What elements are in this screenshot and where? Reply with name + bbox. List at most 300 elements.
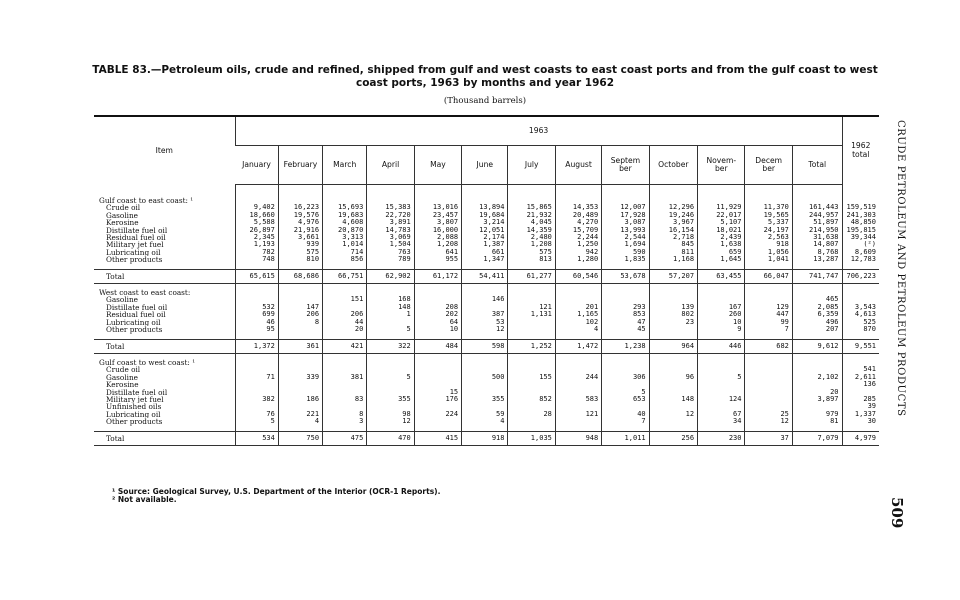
cell-value xyxy=(367,381,414,388)
cell-value: 44 xyxy=(323,319,367,326)
cell-value: 23 xyxy=(649,319,697,326)
cell-value: 3,967 xyxy=(649,219,697,226)
cell-value xyxy=(462,359,508,366)
cell-value: 750 xyxy=(278,431,322,445)
cell-value: 18,021 xyxy=(698,227,745,234)
cell-value: 714 xyxy=(323,249,367,256)
cell-value: 19,246 xyxy=(649,212,697,219)
cell-value xyxy=(278,381,322,388)
cell-value: 12,296 xyxy=(649,204,697,211)
cell-value: 1,208 xyxy=(414,241,461,248)
cell-value xyxy=(698,403,745,410)
cell-value: 8 xyxy=(323,411,367,418)
cell-value xyxy=(555,359,601,366)
cell-value: 176 xyxy=(414,396,461,403)
cell-value xyxy=(235,185,278,198)
cell-value xyxy=(508,319,555,326)
cell-value: 382 xyxy=(235,396,278,403)
cell-value: 28 xyxy=(508,411,555,418)
item-header: Item xyxy=(155,145,173,155)
cell-value xyxy=(555,197,601,204)
cell-value xyxy=(367,319,414,326)
cell-value: 53 xyxy=(462,319,508,326)
cell-value: 2,480 xyxy=(508,234,555,241)
cell-value: 496 xyxy=(792,319,842,326)
row-label: Residual fuel oil xyxy=(106,234,166,242)
spacer-row xyxy=(94,185,879,198)
cell-value: 387 xyxy=(462,311,508,318)
cell-value xyxy=(414,197,461,204)
cell-value xyxy=(745,389,792,396)
cell-value: 129 xyxy=(745,304,792,311)
month-header: February xyxy=(278,146,322,185)
row-label: Other products xyxy=(106,326,163,334)
row-label: Total xyxy=(94,339,235,353)
cell-value: 146 xyxy=(462,296,508,303)
cell-value xyxy=(323,197,367,204)
month-header: July xyxy=(508,146,555,185)
cell-value xyxy=(649,326,697,333)
cell-value: 1,645 xyxy=(698,256,745,263)
cell-value: 1,347 xyxy=(462,256,508,263)
row-label: Distillate fuel oil xyxy=(106,303,168,312)
cell-value: 4,270 xyxy=(555,219,601,226)
cell-value: 1 xyxy=(367,311,414,318)
cell-value: 221 xyxy=(278,411,322,418)
cell-value xyxy=(792,366,842,373)
cell-value: 121 xyxy=(555,411,601,418)
cell-value: 14,353 xyxy=(555,204,601,211)
cell-value xyxy=(278,403,322,410)
row-label: Distillate fuel oil xyxy=(106,226,168,235)
cell-value: 870 xyxy=(842,326,879,333)
cell-value xyxy=(323,185,367,198)
cell-value: 206 xyxy=(278,311,322,318)
cell-value: 789 xyxy=(367,256,414,263)
cell-value: 1,694 xyxy=(602,241,649,248)
month-header: January xyxy=(235,146,278,185)
cell-value xyxy=(235,296,278,303)
section-heading-row xyxy=(94,359,879,366)
month-header: Novem- ber xyxy=(698,146,745,185)
cell-value: 66,751 xyxy=(323,269,367,283)
cell-value: 12 xyxy=(367,418,414,425)
table-row xyxy=(94,204,879,211)
cell-value xyxy=(414,289,461,296)
cell-value: 64 xyxy=(414,319,461,326)
cell-value: 852 xyxy=(508,396,555,403)
cell-value: 446 xyxy=(698,339,745,353)
cell-value: 12,783 xyxy=(842,256,879,263)
cell-value: 19,576 xyxy=(278,212,322,219)
cell-value: 15,709 xyxy=(555,227,601,234)
cell-value: 61,277 xyxy=(508,269,555,283)
month-header: April xyxy=(367,146,414,185)
cell-value: 83 xyxy=(323,396,367,403)
cell-value xyxy=(698,366,745,373)
cell-value: 14,783 xyxy=(367,227,414,234)
cell-value: 8,609 xyxy=(842,249,879,256)
cell-value: 575 xyxy=(508,249,555,256)
cell-value: 19,684 xyxy=(462,212,508,219)
row-label: Kerosine xyxy=(106,381,139,389)
table-row xyxy=(94,249,879,256)
cell-value xyxy=(792,289,842,296)
cell-value: 161,443 xyxy=(792,204,842,211)
cell-value: 3,661 xyxy=(278,234,322,241)
cell-value: 19,683 xyxy=(323,212,367,219)
cell-value xyxy=(323,359,367,366)
table-row xyxy=(94,403,879,410)
cell-value: 39,344 xyxy=(842,234,879,241)
row-label: Distillate fuel oil xyxy=(106,388,168,396)
total-row xyxy=(94,339,879,353)
cell-value: 447 xyxy=(745,311,792,318)
cell-value: 23,457 xyxy=(414,212,461,219)
cell-value: 96 xyxy=(649,374,697,381)
cell-value: 12 xyxy=(745,418,792,425)
cell-value xyxy=(508,185,555,198)
cell-value: 14,359 xyxy=(508,227,555,234)
total-row xyxy=(94,431,879,445)
cell-value: 40 xyxy=(602,411,649,418)
cell-value: 21,916 xyxy=(278,227,322,234)
cell-value: 155 xyxy=(508,374,555,381)
row-label: Military jet fuel xyxy=(106,241,164,249)
cell-value xyxy=(792,403,842,410)
table-row xyxy=(94,241,879,248)
month-header: August xyxy=(555,146,601,185)
table-row xyxy=(94,366,879,373)
cell-value xyxy=(745,396,792,403)
row-label: Gulf coast to east coast: ¹ xyxy=(99,197,194,205)
cell-value xyxy=(649,389,697,396)
cell-value: 124 xyxy=(698,396,745,403)
cell-value: 659 xyxy=(698,249,745,256)
cell-value xyxy=(278,389,322,396)
cell-value: 856 xyxy=(323,256,367,263)
cell-value: 322 xyxy=(367,339,414,353)
row-label: Total xyxy=(94,269,235,283)
cell-value: 62,902 xyxy=(367,269,414,283)
cell-value: 1,372 xyxy=(235,339,278,353)
month-header: Septem ber xyxy=(602,146,649,185)
cell-value xyxy=(602,381,649,388)
cell-value xyxy=(792,197,842,204)
cell-value: 39 xyxy=(842,403,879,410)
cell-value xyxy=(323,304,367,311)
cell-value xyxy=(323,381,367,388)
cell-value: 1,835 xyxy=(602,256,649,263)
cell-value: 8,768 xyxy=(792,249,842,256)
cell-value: 575 xyxy=(278,249,322,256)
table-row xyxy=(94,311,879,318)
cell-value: 541 xyxy=(842,366,879,373)
row-label: Other products xyxy=(106,418,163,426)
cell-value: 67 xyxy=(698,411,745,418)
cell-value xyxy=(745,289,792,296)
cell-value: 34 xyxy=(698,418,745,425)
cell-value: 9,551 xyxy=(842,339,879,353)
cell-value: 139 xyxy=(649,304,697,311)
cell-value xyxy=(792,381,842,388)
cell-value: 598 xyxy=(462,339,508,353)
cell-value xyxy=(367,403,414,410)
table-row xyxy=(94,326,879,333)
section-heading-row xyxy=(94,197,879,204)
cell-value: 244,957 xyxy=(792,212,842,219)
cell-value: 4,979 xyxy=(842,431,879,445)
row-label: Residual fuel oil xyxy=(106,311,166,319)
cell-value: 19,565 xyxy=(745,212,792,219)
cell-value: 65,615 xyxy=(235,269,278,283)
cell-value: 12 xyxy=(649,411,697,418)
cell-value: 361 xyxy=(278,339,322,353)
cell-value: 1,504 xyxy=(367,241,414,248)
cell-value xyxy=(602,359,649,366)
cell-value: 47 xyxy=(602,319,649,326)
cell-value: 484 xyxy=(414,339,461,353)
cell-value: 4 xyxy=(278,418,322,425)
cell-value: 159,519 xyxy=(842,204,879,211)
row-label: Lubricating oil xyxy=(106,410,161,419)
cell-value xyxy=(698,359,745,366)
cell-value: 1,035 xyxy=(508,431,555,445)
cell-value: 3,891 xyxy=(367,219,414,226)
cell-value xyxy=(698,185,745,198)
cell-value xyxy=(508,418,555,425)
cell-value: 641 xyxy=(414,249,461,256)
cell-value xyxy=(649,296,697,303)
cell-value: 7 xyxy=(745,326,792,333)
cell-value: 2,102 xyxy=(792,374,842,381)
row-label: Lubricating oil xyxy=(106,318,161,327)
cell-value: 26,897 xyxy=(235,227,278,234)
cell-value: 1,208 xyxy=(508,241,555,248)
year-header: 1963 xyxy=(235,116,842,146)
cell-value xyxy=(235,389,278,396)
cell-value: 136 xyxy=(842,381,879,388)
cell-value: 51,897 xyxy=(792,219,842,226)
cell-value: 224 xyxy=(414,411,461,418)
cell-value: 293 xyxy=(602,304,649,311)
month-header: October xyxy=(649,146,697,185)
cell-value: 421 xyxy=(323,339,367,353)
cell-value: 534 xyxy=(235,431,278,445)
cell-value: 590 xyxy=(602,249,649,256)
cell-value: 1,337 xyxy=(842,411,879,418)
cell-value: 63,455 xyxy=(698,269,745,283)
row-label: Kerosine xyxy=(106,219,139,227)
cell-value xyxy=(745,381,792,388)
cell-value: 5 xyxy=(602,389,649,396)
data-table xyxy=(94,115,879,446)
cell-value: 9,402 xyxy=(235,204,278,211)
cell-value: 10 xyxy=(414,326,461,333)
cell-value xyxy=(235,197,278,204)
cell-value: 241,303 xyxy=(842,212,879,219)
page-number: 509 xyxy=(888,497,906,529)
cell-value: 939 xyxy=(278,241,322,248)
cell-value xyxy=(278,185,322,198)
cell-value: 699 xyxy=(235,311,278,318)
cell-value: 845 xyxy=(649,241,697,248)
cell-value: 20 xyxy=(323,326,367,333)
cell-value xyxy=(235,359,278,366)
row-label: Other products xyxy=(106,256,163,264)
cell-value: 13,016 xyxy=(414,204,461,211)
cell-value: 37 xyxy=(745,431,792,445)
cell-value xyxy=(235,366,278,373)
cell-value xyxy=(508,296,555,303)
cell-value: 2,544 xyxy=(602,234,649,241)
cell-value: 3,087 xyxy=(602,219,649,226)
cell-value: 285 xyxy=(842,396,879,403)
cell-value xyxy=(462,389,508,396)
cell-value: 2,345 xyxy=(235,234,278,241)
cell-value: 230 xyxy=(698,431,745,445)
cell-value xyxy=(555,296,601,303)
cell-value: 16,223 xyxy=(278,204,322,211)
cell-value: 30 xyxy=(842,418,879,425)
cell-value: 11,929 xyxy=(698,204,745,211)
cell-value xyxy=(235,403,278,410)
cell-value: 5,107 xyxy=(698,219,745,226)
month-header: June xyxy=(462,146,508,185)
row-label: Gasoline xyxy=(106,296,139,304)
cell-value: 68,686 xyxy=(278,269,322,283)
cell-value: 1,011 xyxy=(602,431,649,445)
cell-value: 979 xyxy=(792,411,842,418)
cell-value: 9,612 xyxy=(792,339,842,353)
cell-value: 20,870 xyxy=(323,227,367,234)
cell-value: 4 xyxy=(555,326,601,333)
cell-value: 13,287 xyxy=(792,256,842,263)
cell-value: 3,897 xyxy=(792,396,842,403)
cell-value: (²) xyxy=(842,241,879,248)
cell-value xyxy=(508,381,555,388)
cell-value: 71 xyxy=(235,374,278,381)
cell-value: 1,472 xyxy=(555,339,601,353)
table-row xyxy=(94,296,879,303)
cell-value xyxy=(649,185,697,198)
cell-value: 583 xyxy=(555,396,601,403)
cell-value: 1,638 xyxy=(698,241,745,248)
cell-value: 22,720 xyxy=(367,212,414,219)
row-label xyxy=(94,185,235,198)
cell-value: 186 xyxy=(278,396,322,403)
cell-value xyxy=(745,197,792,204)
row-label: Lubricating oil xyxy=(106,248,161,257)
cell-value: 1,250 xyxy=(555,241,601,248)
cell-value: 95 xyxy=(235,326,278,333)
table-row xyxy=(94,411,879,418)
cell-value xyxy=(414,359,461,366)
cell-value: 195,815 xyxy=(842,227,879,234)
cell-value xyxy=(649,418,697,425)
cell-value xyxy=(842,296,879,303)
cell-value: 3,543 xyxy=(842,304,879,311)
cell-value: 1,165 xyxy=(555,311,601,318)
cell-value: 5,337 xyxy=(745,219,792,226)
cell-value: 5,588 xyxy=(235,219,278,226)
cell-value: 763 xyxy=(367,249,414,256)
cell-value xyxy=(323,366,367,373)
cell-value: 802 xyxy=(649,311,697,318)
cell-value: 45 xyxy=(602,326,649,333)
cell-value: 2,088 xyxy=(414,234,461,241)
row-label: Gasoline xyxy=(106,211,139,220)
table-row xyxy=(94,212,879,219)
cell-value xyxy=(745,296,792,303)
table-row xyxy=(94,374,879,381)
cell-value: 57,207 xyxy=(649,269,697,283)
cell-value xyxy=(555,403,601,410)
cell-value: 4,608 xyxy=(323,219,367,226)
cell-value xyxy=(462,381,508,388)
cell-value: 706,223 xyxy=(842,269,879,283)
cell-value xyxy=(462,366,508,373)
cell-value: 12,007 xyxy=(602,204,649,211)
cell-value: 948 xyxy=(555,431,601,445)
cell-value: 10 xyxy=(698,319,745,326)
cell-value xyxy=(792,359,842,366)
cell-value: 208 xyxy=(414,304,461,311)
cell-value: 2,244 xyxy=(555,234,601,241)
table-row xyxy=(94,227,879,234)
cell-value: 1,193 xyxy=(235,241,278,248)
cell-value xyxy=(235,289,278,296)
footnote-source: ¹ Source: Geological Survey, U.S. Department of the Interior (OCR-1 Reports). xyxy=(112,487,441,496)
cell-value xyxy=(602,197,649,204)
units-note: (Thousand barrels) xyxy=(443,96,527,106)
cell-value xyxy=(649,403,697,410)
cell-value: 14,807 xyxy=(792,241,842,248)
cell-value xyxy=(323,289,367,296)
cell-value: 59 xyxy=(462,411,508,418)
cell-value xyxy=(649,197,697,204)
cell-value: 99 xyxy=(745,319,792,326)
cell-value xyxy=(323,389,367,396)
cell-value: 1,014 xyxy=(323,241,367,248)
cell-value: 148 xyxy=(367,304,414,311)
cell-value xyxy=(792,185,842,198)
cell-value: 6,359 xyxy=(792,311,842,318)
cell-value xyxy=(602,296,649,303)
cell-value xyxy=(842,197,879,204)
cell-value: 4 xyxy=(462,418,508,425)
footnotes xyxy=(112,488,440,504)
cell-value: 206 xyxy=(323,311,367,318)
cell-value: 1,387 xyxy=(462,241,508,248)
cell-value: 7,079 xyxy=(792,431,842,445)
cell-value: 5 xyxy=(698,374,745,381)
cell-value xyxy=(278,289,322,296)
cell-value: 1,056 xyxy=(745,249,792,256)
cell-value xyxy=(602,403,649,410)
cell-value: 13,993 xyxy=(602,227,649,234)
cell-value: 66,047 xyxy=(745,269,792,283)
month-header: Total xyxy=(792,146,842,185)
cell-value: 16,154 xyxy=(649,227,697,234)
table-row xyxy=(94,256,879,263)
cell-value: 306 xyxy=(602,374,649,381)
cell-value xyxy=(278,296,322,303)
table-row xyxy=(94,319,879,326)
table-row xyxy=(94,304,879,311)
cell-value xyxy=(602,289,649,296)
cell-value: 955 xyxy=(414,256,461,263)
